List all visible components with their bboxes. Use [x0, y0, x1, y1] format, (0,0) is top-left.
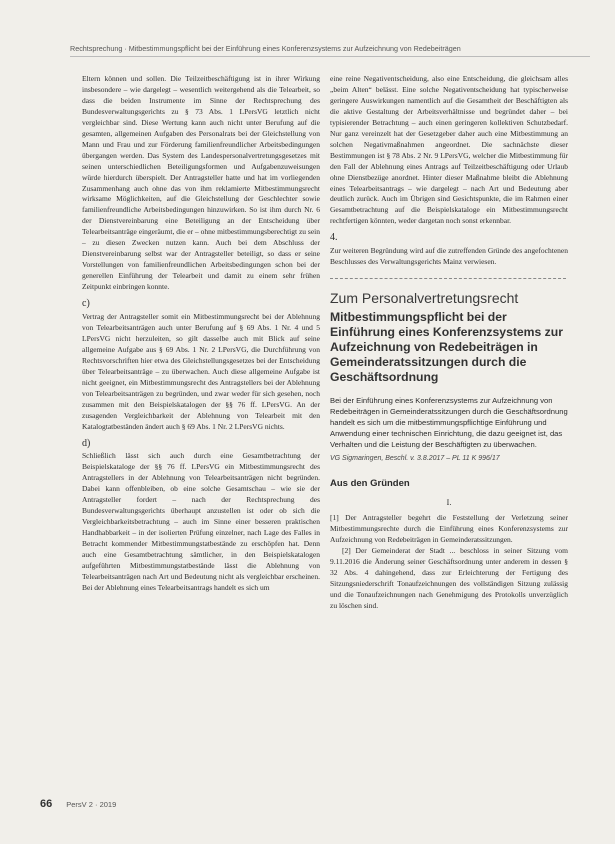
case-citation: VG Sigmaringen, Beschl. v. 3.8.2017 – PL 11 K 996/17	[330, 455, 500, 463]
section-title: Zum Personalvertretungsrecht	[330, 290, 519, 307]
article-headline: Mitbestimmungspflicht bei der Einführung eines Konferenzsystems zur Aufzeichnung von Redebeiträgen in Gemeinderatssitzungen durch die Geschäftsordnung	[330, 310, 563, 385]
body-paragraph: eine reine Negativentscheidung, also eine Entscheidung, die gleichsam alles „beim Alten“ belässt. Eine solche Negativentscheidung hat typischerweise geringere Auswirkungen namentlich auf die Gesamtheit der Beschäftigten als die aktive Gestaltung der Arbeitsverhältnisse und begründet daher – bei typisierender Betrachtung – auch einen geringeren kollektiven Schutzbedarf. Nur ganz vereinzelt hat der Gesetzgeber daher auch eine Mitbestimmung an solchen Negativmaßnahmen angeordnet. Die sachnächste dieser Bestimmungen ist § 78 Abs. 2 Nr. 9 LPersVG, welcher die Mitbestimmung für den Fall der Ablehnung eines Antrags auf Teilzeitbeschäftigung oder Urlaub ohne Dienstbezüge anordnet. Hinter dieser Maßnahme bleibt die Ablehnung eines Telearbeitsantrags – wie dargelegt – nach Art und Bedeutung aber deutlich zurück. Auch im Übrigen sind Gesichtspunkte, die im Rahmen einer Gesamtbetrachtung auf die Beispielskataloge ein Mitbestimmungsrecht rechtfertigen könnten, weder dargetan noch sonst erkennbar.	[330, 74, 568, 226]
body-paragraph: Schließlich lässt sich auch durch eine Gesamtbetrachtung der Beispielskataloge der §§ 76 ff. LPersVG ein Mitbestimmungsrecht des Antragstellers in der Ablehnung von Telearbeitsanträgen nicht begründen. Dabei kann offenbleiben, ob eine solche Gesamtschau – wie sie der Antragsteller fordert – nach der Rechtsprechung des Bundesverwaltungsgerichts überhaupt anzustellen ist oder ob sich die Vergleichbarkeitsbetrachtung – auch im Sinne einer besseren praktischen Handhabbarkeit – in der isolierten Prüfung einzelner, nach Lage des Falles in Betracht kommender Mitbestimmungstatbestände zu erschöpfen hat. Denn auch eine Gesamtbetrachtung sämtlicher, in den Beispielskatalogen aufgeführten Mitbestimmungstatbestände lässt die Ablehnung von Telearbeitsanträgen nach Art und Bedeutung nicht als vergleichbar erscheinen. Bei der Ablehnung eines Telearbeitsantrags handelt es sich um	[82, 451, 320, 592]
roman-numeral: I.	[446, 498, 452, 508]
section-divider	[330, 278, 566, 279]
section-marker-4: 4.	[330, 232, 338, 244]
section-marker-c: c)	[82, 298, 90, 310]
issue-label: PersV 2 · 2019	[66, 800, 117, 809]
body-paragraph: [2] Der Gemeinderat der Stadt ... beschloss in seiner Sitzung vom 9.11.2016 die Änderung seiner Geschäftsordnung unter anderem in dessen § 32 Abs. 4 dahingehend, dass zur Erleichterung der Fertigung des Sitzungsniederschrift Tonaufzeichnungen des vollständigen Sitzung zulässig und die Tonaufzeichnungen nach Genehmigung des Protokolls unverzüglich zu löschen sind.	[330, 545, 568, 610]
section-marker-d: d)	[82, 437, 91, 449]
page-number: 66	[40, 798, 53, 810]
left-column	[82, 74, 320, 594]
running-header: Rechtsprechung · Mitbestimmungspflicht bei der Einführung eines Konferenzsystems zur Aufzeichnung von Redebeiträgen	[70, 44, 461, 53]
article-lede: Bei der Einführung eines Konferenzsystems zur Aufzeichnung von Redebeiträgen in Gemeinderatssitzungen durch die Geschäftsordnung handelt es sich um die mitbestimmungspflichtige Einführung und Anwendung einer technischen Einrichtung, die dazu geeignet ist, das Verhalten und die Leistung der Beschäftigten zu überwachen.	[330, 396, 568, 450]
body-paragraph: Vertrag der Antragsteller somit ein Mitbestimmungsrecht bei der Ablehnung von Telearbeitsanträgen auch unter Berufung auf § 69 Abs. 1 Nr. 4 und 5 LPersVG nicht herzuleiten, so gilt dasselbe auch mit Blick auf seine allgemeine Aufgabe aus § 69 Abs. 1 Nr. 2 LPersVG, die Durchführung von Rechtsvorschriften hier etwa des Gleichstellungsgesetzes bei der Entscheidung über Telearbeitsanträge – zu überwachen. Auch diese allgemeine Aufgabe ist nicht geeignet, ein Mitbestimmungsrecht des Antragstellers bei der Ablehnung von Telearbeitsanträgen zu begründen, und zwar weder für sich gesehen, noch zusammen mit den Beispielskatalogen der §§ 76 ff. LPersVG. An der zusagenden Vergleichbarkeit der Ablehnung von Telearbeit mit den Katalogtatbeständen ändert auch § 69 Abs. 1 Nr. 2 LPersVG nichts.	[82, 312, 320, 431]
page-footer	[40, 798, 116, 810]
body-paragraph: Eltern können und sollen. Die Teilzeitbeschäftigung ist in ihrer Wirkung insbesondere – wie dargelegt – wesentlich weitergehend als die Telearbeit, so dass die beiden Instrumente im Sinne der Rechtsprechung des Bundesverwaltungsgerichts zu § 73 Abs. 1 LPersVG letztlich nicht vergleichbar sind. Diese Wertung kann auch nicht unter Berufung auf die gesamten, allgemeinen Aufgaben des Personalrats bei der Gleichstellung von Mann und Frau und zur Förderung familienfreundlicher Arbeitsbedingungen übergangen werden. Das System des Landespersonalvertretungsgesetzes mit seinen unterschiedlichen Beteiligungsformen und Aufgabenzuweisungen würde hierdurch überspielt. Der Antragsteller hatte und hat im vorliegenden Zusammenhang auch ohne das von ihm reklamierte Mitbestimmungsrecht wirksame Möglichkeiten, auf die Gleichstellung der Geschlechter sowie familienfreundliche Arbeitsbedingungen hinzuwirken. So ist ihm durch Nr. 6 der Dienstvereinbarung eine Beteiligung an der Entscheidung über Telearbeitsanträge eingeräumt, die er – ohne mitbestimmungsberechtigt zu sein – zu diesen Zwecken nutzen kann. Auch bei dem Abschluss der Dienstvereinbarung selbst war der Antragsteller beteiligt, so dass er seine Vorstellungen von familienfreundlichen Arbeitsbedingungen schon bei der generellen Einführung der Telearbeit und damit zu einem sehr frühen Zeitpunkt einbringen konnte.	[82, 74, 320, 292]
right-column	[330, 74, 568, 612]
subheading: Aus den Gründen	[330, 478, 410, 490]
body-paragraph: Zur weiteren Begründung wird auf die zutreffenden Gründe des angefochtenen Beschlusses des Verwaltungsgerichts Mainz verwiesen.	[330, 246, 568, 267]
header-divider	[70, 56, 590, 57]
body-paragraph: [1] Der Antragsteller begehrt die Feststellung der Verletzung seiner Mitbestimmungsrechte durch die Einführung eines Konferenzsystems zur Aufzeichnung von Redebeiträgen in Gemeinderatssitzungen.	[330, 513, 568, 544]
